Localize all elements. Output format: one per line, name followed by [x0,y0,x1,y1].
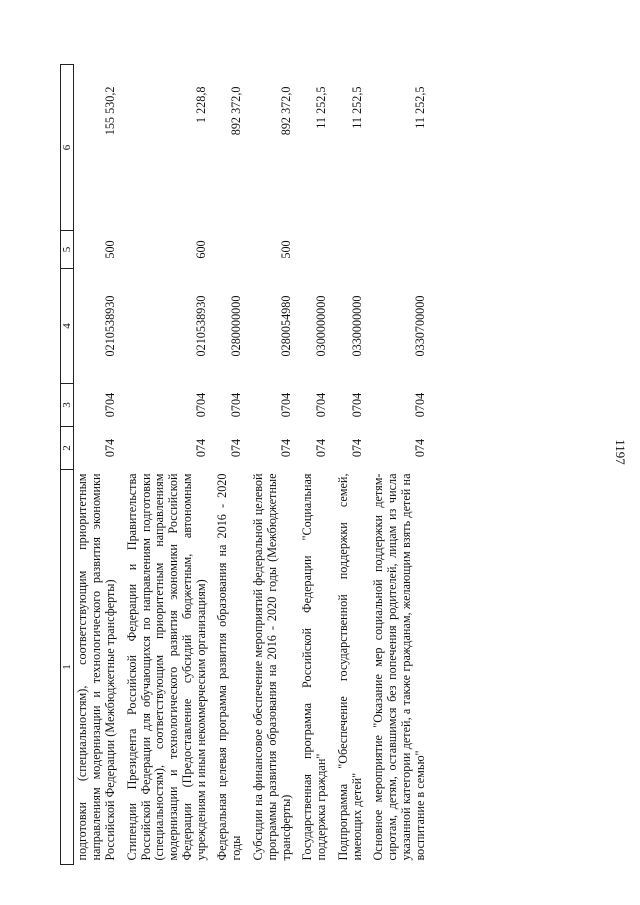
table-row [329,65,365,865]
row-csr: 0280054980 [278,295,293,357]
row-gr: 074 [412,438,427,458]
row-sum: 155 530,2 [102,86,117,136]
row-gr: 074 [278,438,293,458]
row-csr: 0300000000 [314,295,329,357]
row-sum: 892 372,0 [229,86,244,136]
row-name: Государственная программа Российской Федерации "Социальная поддержка граждан" [300,473,329,861]
table-header-row [61,65,74,865]
row-gr: 074 [229,438,244,458]
table-row [244,65,293,865]
row-rz: 0704 [193,392,208,418]
row-name: подготовки (специальностям), соответствующим приоритетным направлениям модернизации и технологического развития экономики Российской Федерации (Межбюджетные трансферты) [75,473,117,861]
row-vr [329,231,365,269]
row-rz: 0704 [314,392,329,418]
row-sum: 11 252,5 [412,86,427,129]
row-sum: 1 228,8 [193,86,208,124]
budget-table [60,64,428,865]
table-row [293,65,329,865]
row-name: Субсидии на финансовое обеспечение мероприятий федеральной целевой программы развития образования на 2016 - 2020 годы (Межбюджетные трансферты) [251,473,293,861]
header-col-3: 3 [61,384,74,427]
row-gr: 074 [314,438,329,458]
row-name: Основное мероприятие "Оказание мер социальной поддержки детям-сиротам, детям, оставшимся без попечения родителей, лицам из числа указанной категории детей, а также гражданам, желающим взять детей на воспитание в семью" [371,473,427,861]
header-col-2: 2 [61,427,74,470]
row-sum: 11 252,5 [349,86,364,129]
header-col-6: 6 [61,65,74,231]
budget-table-container [60,65,580,865]
row-csr: 0280000000 [229,295,244,357]
row-sum: 892 372,0 [278,86,293,136]
page-number: 1197 [613,439,628,465]
header-col-4: 4 [61,269,74,384]
row-csr: 0330700000 [412,295,427,357]
row-rz: 0704 [102,392,117,418]
table-row [208,65,244,865]
table-row [118,65,209,865]
row-vr: 600 [193,240,208,259]
row-gr: 074 [102,438,117,458]
row-name: Стипендии Президента Российской Федерации и Правительства Российской Федерации для обучающихся по направлениям подготовки (специальностям), соответствующим приоритетным направлениям модернизации и технологического развития экономики Российской Федерации (Предоставление субсидий бюджетным, автономным учреждениям и иным некоммерческим организациям) [124,473,208,861]
header-col-1: 1 [61,470,74,865]
row-rz: 0704 [229,392,244,418]
row-vr: 500 [102,240,117,259]
row-gr: 074 [349,438,364,458]
row-rz: 0704 [412,392,427,418]
row-vr [208,231,244,269]
row-gr: 074 [193,438,208,458]
row-rz: 0704 [349,392,364,418]
row-rz: 0704 [278,392,293,418]
row-vr: 500 [278,240,293,259]
row-csr: 0330000000 [349,295,364,357]
row-vr [293,231,329,269]
row-sum: 11 252,5 [314,86,329,129]
row-name: Подпрограмма "Обеспечение государственной поддержки семей, имеющих детей" [335,473,364,861]
row-vr [364,231,427,269]
row-name: Федеральная целевая программа развития образования на 2016 - 2020 годы [215,473,244,861]
row-csr: 0210538930 [102,295,117,357]
table-row [74,65,118,865]
row-csr: 0210538930 [193,295,208,357]
header-col-5: 5 [61,231,74,269]
table-row [364,65,427,865]
